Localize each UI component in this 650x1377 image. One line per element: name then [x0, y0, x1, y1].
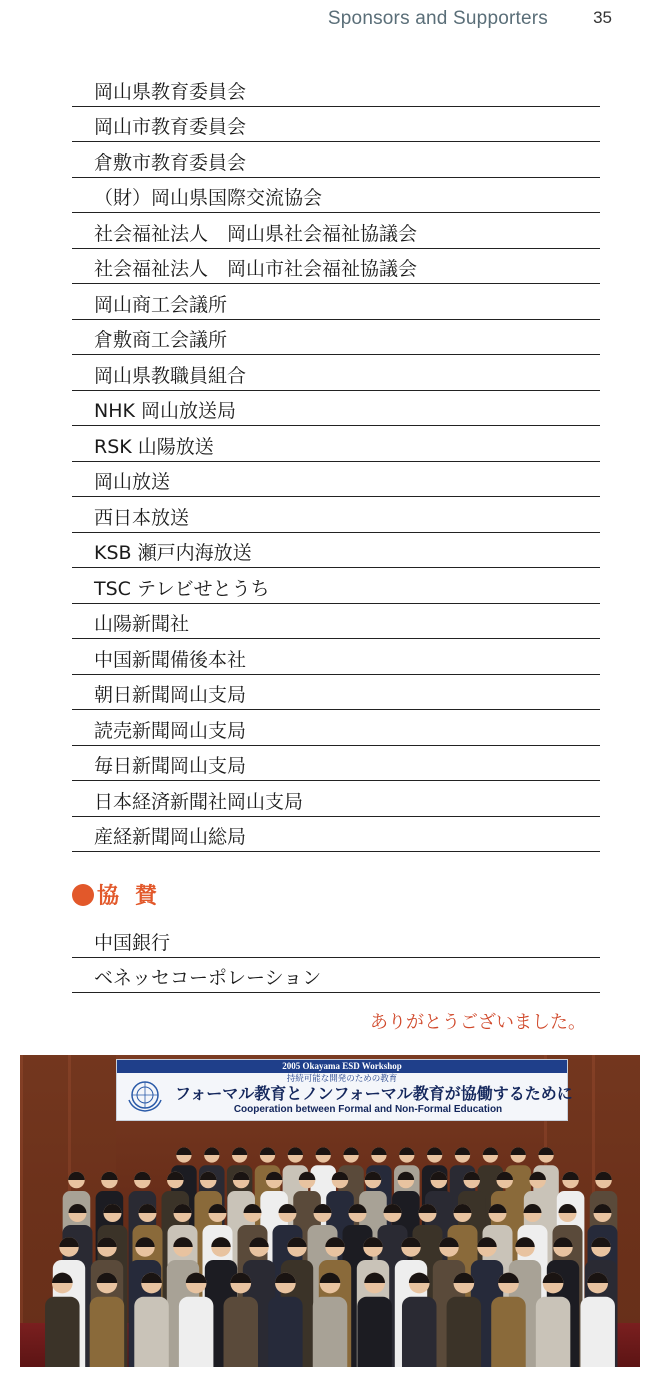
- list-item: [72, 284, 600, 320]
- organization-name: 中国銀行: [94, 931, 171, 954]
- organization-name: （財）岡山県国際交流協会: [94, 187, 323, 209]
- organization-name: 岡山商工会議所: [94, 293, 228, 316]
- organization-name: 山陽新聞社: [94, 613, 190, 635]
- organization-name: KSB 瀬戸内海放送: [94, 542, 252, 564]
- banner-subtitle: 持続可能な開発のための教育: [286, 1074, 398, 1084]
- list-item: [72, 922, 600, 958]
- list-item: [72, 320, 600, 356]
- banner-top: 2005 Okayama ESD Workshop: [117, 1060, 567, 1073]
- organization-name: 倉敷市教育委員会: [94, 151, 247, 174]
- list-item: [72, 710, 600, 746]
- organization-name: 岡山県教育委員会: [94, 80, 247, 103]
- organization-name: RSK 山陽放送: [94, 435, 214, 458]
- sponsor-heading: [72, 879, 173, 910]
- bullet-icon: [72, 884, 94, 906]
- list-item: [72, 178, 600, 214]
- sponsor-heading-label: 協賛: [97, 884, 174, 909]
- organization-name: TSC テレビせとうち: [94, 577, 270, 600]
- list-item: [72, 355, 600, 391]
- supporters-list: [72, 71, 600, 852]
- organization-name: 岡山県教職員組合: [94, 364, 247, 387]
- list-item: [72, 497, 600, 533]
- list-item: [72, 746, 600, 782]
- list-item: [72, 675, 600, 711]
- list-item: [72, 604, 600, 640]
- thanks-message: ありがとうございました。: [370, 1012, 586, 1033]
- list-item: [72, 817, 600, 853]
- organization-name: 西日本放送: [94, 506, 190, 529]
- sponsors-list: [72, 922, 600, 993]
- list-item: [72, 462, 600, 498]
- list-item: [72, 781, 600, 817]
- attendees-group: [20, 1055, 640, 1367]
- organization-name: 岡山放送: [94, 471, 171, 493]
- organization-name: 社会福祉法人 岡山県社会福祉協議会: [94, 222, 418, 245]
- list-item: [72, 426, 600, 462]
- list-item: [72, 142, 600, 178]
- list-item: [72, 213, 600, 249]
- page-number: 35: [593, 8, 612, 27]
- page-header: [0, 6, 650, 34]
- organization-name: 毎日新聞岡山支局: [94, 755, 247, 777]
- section-title: Sponsors and Supporters: [327, 8, 548, 29]
- organization-name: 倉敷商工会議所: [94, 329, 228, 351]
- list-item: [72, 249, 600, 285]
- organization-name: NHK 岡山放送局: [94, 400, 236, 422]
- organization-name: 社会福祉法人 岡山市社会福祉協議会: [94, 258, 418, 280]
- organization-name: ベネッセコーポレーション: [94, 967, 322, 989]
- organization-name: 日本経済新聞社岡山支局: [94, 790, 304, 813]
- organization-name: 産経新聞岡山総局: [94, 826, 247, 848]
- organization-name: 読売新聞岡山支局: [94, 719, 247, 742]
- list-item: [72, 533, 600, 569]
- list-item: [72, 107, 600, 143]
- list-item: [72, 391, 600, 427]
- list-item: [72, 71, 600, 107]
- organization-name: 朝日新聞岡山支局: [94, 684, 247, 706]
- banner-title: フォーマル教育とノンフォーマル教育が協働するために: [175, 1084, 573, 1103]
- list-item: [72, 958, 600, 994]
- banner-english: Cooperation between Formal and Non-Formal Education: [233, 1104, 503, 1115]
- list-item: [72, 568, 600, 604]
- organization-name: 中国新聞備後本社: [94, 648, 247, 671]
- list-item: [72, 639, 600, 675]
- group-photo: [20, 1055, 640, 1367]
- organization-name: 岡山市教育委員会: [94, 116, 247, 138]
